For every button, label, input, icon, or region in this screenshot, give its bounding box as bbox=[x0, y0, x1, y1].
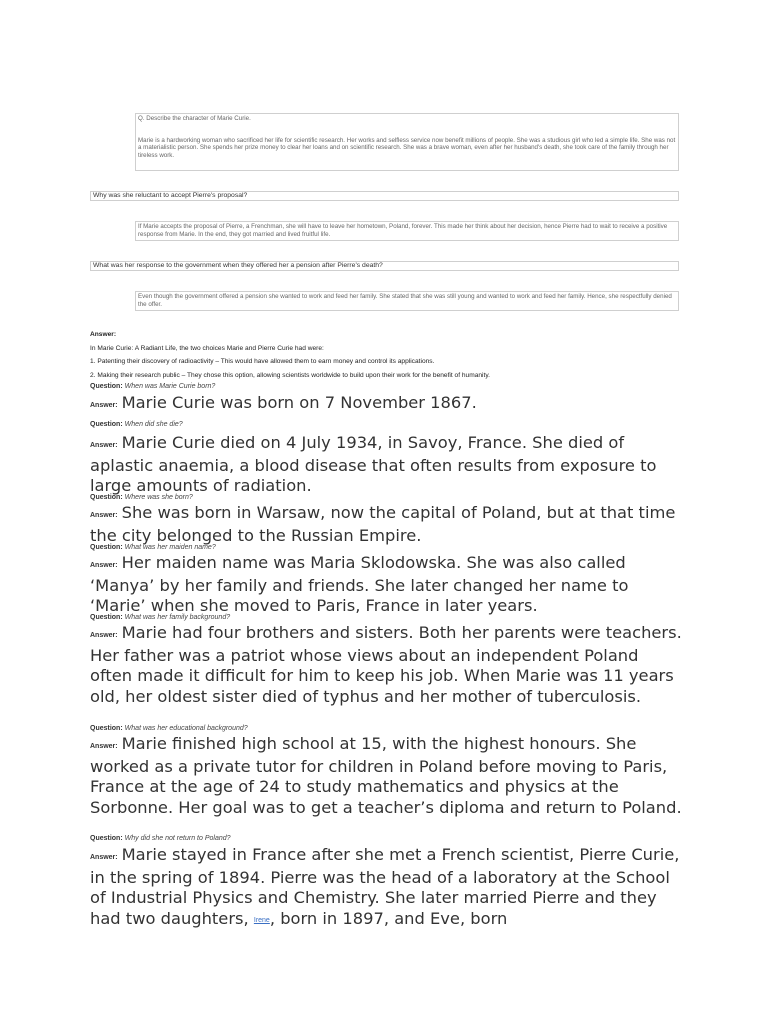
question-line bbox=[90, 834, 231, 843]
question-label: Question: bbox=[90, 494, 123, 501]
answer-line bbox=[90, 734, 682, 818]
question-line bbox=[90, 613, 230, 622]
proposal-question: Why was she reluctant to accept Pierre's proposal? bbox=[90, 191, 679, 201]
answer-text-start: Marie stayed in France after she met a French scientist, Pierre Curie, in the spring of 1894. Pierre was the head of a laboratory at the School of Industrial Physics and Chemistry. She later married Pierre and they had two daughters, bbox=[90, 845, 680, 928]
question-label: Question: bbox=[90, 421, 123, 428]
pension-answer-box bbox=[135, 291, 679, 311]
question-text: When was Marie Curie born? bbox=[124, 383, 216, 390]
answer-label: Answer: bbox=[90, 512, 118, 519]
answer-label: Answer: bbox=[90, 854, 118, 861]
answer-text: She was born in Warsaw, now the capital of Poland, but at that time the city belonged to the Russian Empire. bbox=[90, 503, 676, 546]
answer-label: Answer: bbox=[90, 743, 118, 750]
answer-intro: In Marie Curie: A Radiant Life, the two choices Marie and Pierre Curie had were: bbox=[90, 345, 324, 352]
pension-answer: Even though the government offered a pension she wanted to work and feed her family. She stated that she was still young and wanted to work and feed her family. Hence, she respectfully denied the offer. bbox=[138, 293, 672, 308]
proposal-answer-box bbox=[135, 221, 679, 241]
character-answer: Marie is a hardworking woman who sacrificed her life for scientific research. Her works and selfless service now benefit millions of people. She was a studious girl who led a simple life. She was not a materialistic person. She spends her prize money to clear her loans and on scientific research. She was a brave woman, even after her husband's death, she took care of the family through her tireless work. bbox=[138, 136, 676, 159]
answer-text: Marie Curie was born on 7 November 1867. bbox=[121, 393, 477, 412]
answer-line bbox=[90, 503, 682, 546]
answer-item-1: 1. Patenting their discovery of radioactivity – This would have allowed them to earn money and control its applications. bbox=[90, 358, 435, 365]
answer-line bbox=[90, 553, 682, 617]
question-line bbox=[90, 724, 248, 733]
answer-text-end: , born in 1897, and Eve, born bbox=[269, 908, 508, 928]
answer-text: Marie had four brothers and sisters. Both her parents were teachers. Her father was a patriot whose views about an independent Poland often made it difficult for him to keep his job. When Marie was 11 years old, her oldest sister died of typhus and her mother of tuberculosis. bbox=[90, 623, 682, 706]
answer-line bbox=[90, 433, 682, 497]
question-text: What was her educational background? bbox=[124, 725, 248, 732]
answer-label: Answer: bbox=[90, 562, 118, 569]
question-label: Question: bbox=[90, 725, 123, 732]
question-label: Question: bbox=[90, 383, 123, 390]
question-text: Where was she born? bbox=[124, 494, 193, 501]
question-text: What was her maiden name? bbox=[124, 544, 216, 551]
answer-label: Answer: bbox=[90, 402, 118, 409]
question-line bbox=[90, 382, 215, 391]
character-question: Q. Describe the character of Marie Curie. bbox=[138, 115, 251, 122]
pension-question: What was her response to the government when they offered her a pension after Pierre's death? bbox=[90, 261, 679, 271]
question-line bbox=[90, 493, 193, 502]
answer-text: Her maiden name was Maria Sklodowska. She was also called ‘Manya’ by her family and friends. She later changed her name to ‘Marie’ when she moved to Paris, France in later years. bbox=[90, 553, 629, 616]
irene-link[interactable]: Irene bbox=[253, 916, 270, 924]
answer-text: Marie Curie died on 4 July 1934, in Savoy, France. She died of aplastic anaemia, a blood disease that often results from exposure to large amounts of radiation. bbox=[90, 433, 657, 496]
character-answer-box bbox=[135, 113, 679, 171]
question-text: When did she die? bbox=[124, 421, 183, 428]
question-text: Why did she not return to Poland? bbox=[124, 835, 231, 842]
question-line bbox=[90, 420, 183, 429]
question-label: Question: bbox=[90, 544, 123, 551]
answer-line bbox=[90, 623, 682, 707]
question-label: Question: bbox=[90, 835, 123, 842]
answer-item-2: 2. Making their research public – They chose this option, allowing scientists worldwide to build upon their work for the benefit of humanity. bbox=[90, 372, 490, 379]
proposal-answer: If Marie accepts the proposal of Pierre, a Frenchman, she will have to leave her hometown, Poland, forever. This made her think about her decision, hence Pierre had to wait to receive a positive response from Marie. In the end, they got married and lived fruitful life. bbox=[138, 223, 668, 238]
question-label: Question: bbox=[90, 614, 123, 621]
answer-text: Marie finished high school at 15, with the highest honours. She worked as a private tutor for children in Poland before moving to Paris, France at the age of 24 to study mathematics and physics at the Sorbonne. Her goal was to get a teacher’s diploma and return to Poland. bbox=[90, 734, 682, 817]
answer-heading: Answer: bbox=[90, 331, 117, 338]
answer-label: Answer: bbox=[90, 442, 118, 449]
answer-line bbox=[90, 393, 682, 416]
answer-label: Answer: bbox=[90, 632, 118, 639]
question-text: What was her family background? bbox=[124, 614, 231, 621]
answer-line bbox=[90, 845, 682, 931]
question-line bbox=[90, 543, 216, 552]
